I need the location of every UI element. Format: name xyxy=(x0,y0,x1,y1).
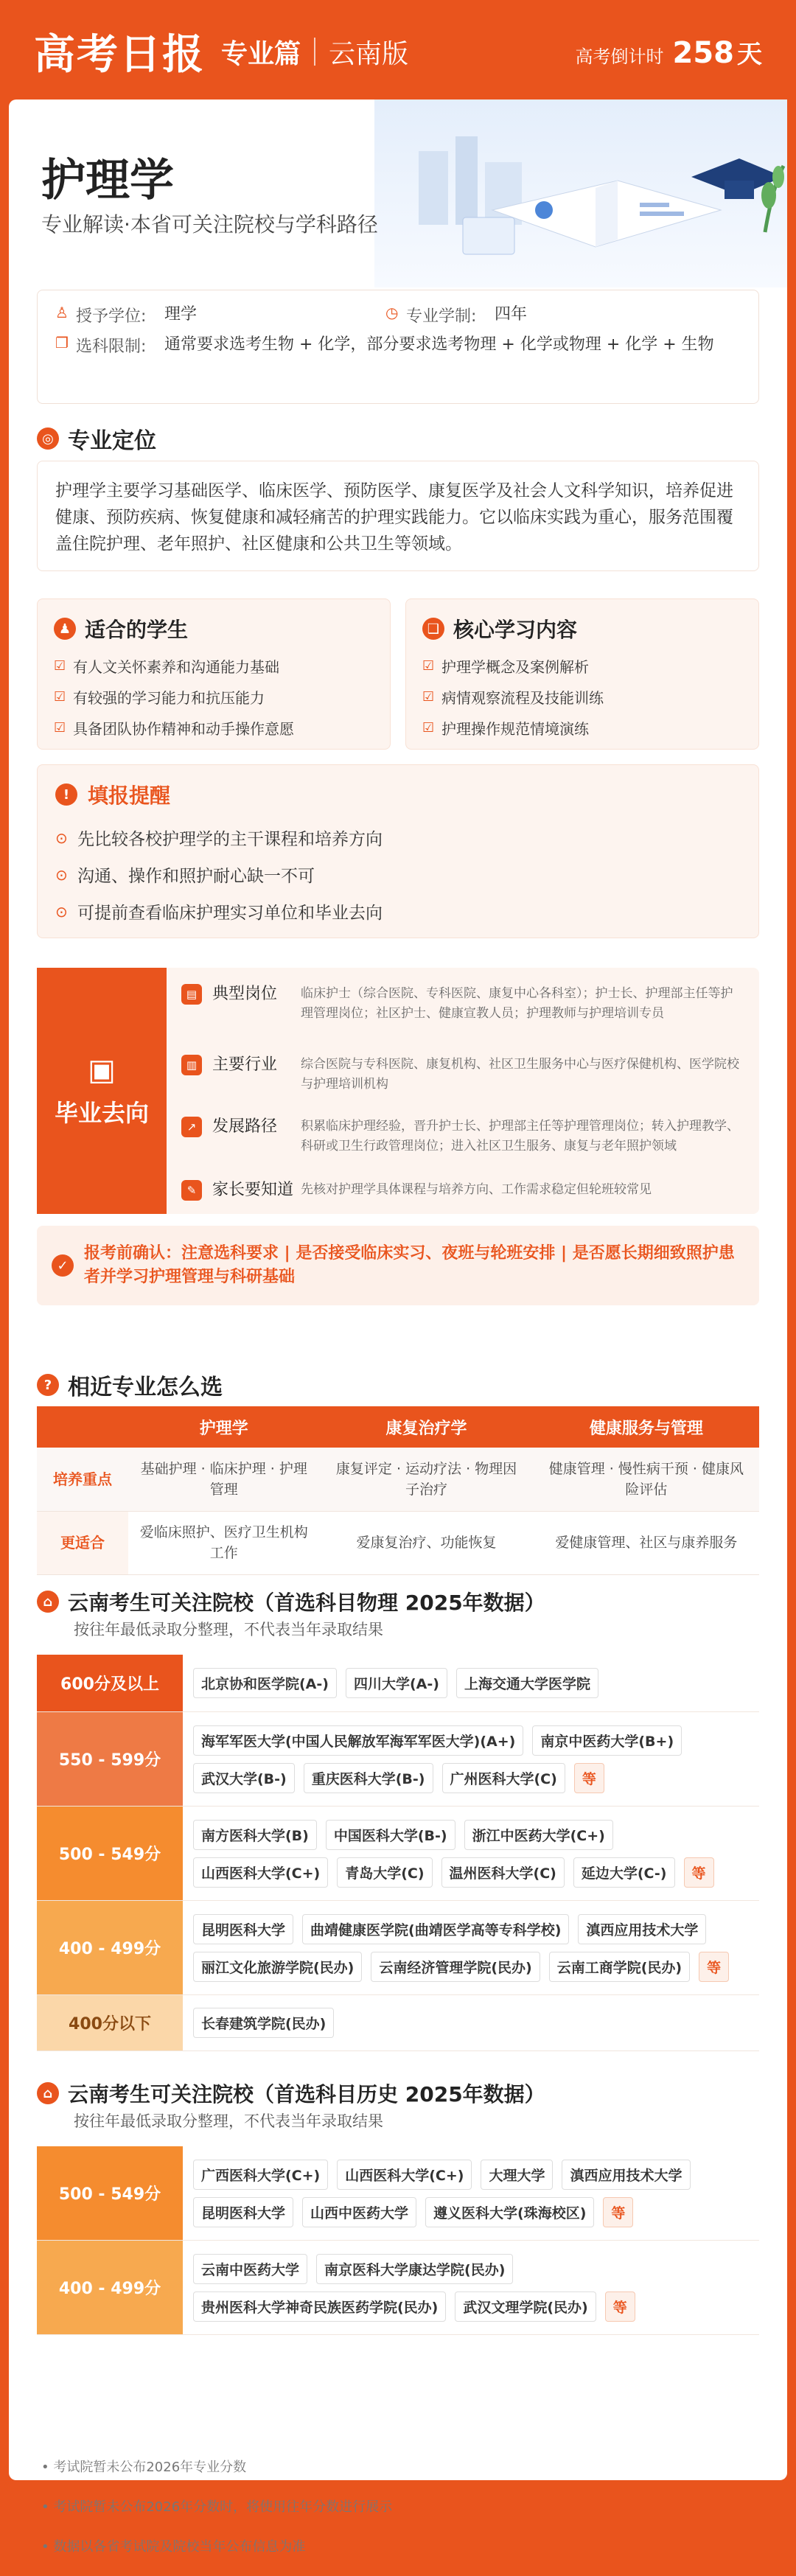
footnote: • 考试院暂未公布2026年分数时，将使用往年分数进行展示 xyxy=(41,2499,393,2515)
footnote: • 数据以各省考试院及院校当年公布信息为准 xyxy=(41,2539,306,2555)
check-icon: ☑ xyxy=(422,658,435,674)
score-range-label: 500 - 549分 xyxy=(37,1807,183,1900)
major-title: 护理学 xyxy=(41,155,174,206)
hero-banner xyxy=(9,100,787,287)
school-chip[interactable]: 云南经济管理学院(民办) xyxy=(371,1952,540,1982)
major-info-box xyxy=(37,290,759,404)
career-label: ▣ 毕业去向 xyxy=(37,968,167,1214)
school-chip[interactable]: 南京医科大学康达学院(民办) xyxy=(316,2254,513,2284)
school-chip[interactable]: 大理大学 xyxy=(481,2160,553,2190)
trend-icon: ↗ xyxy=(181,1117,202,1137)
compare-title: 相近专业怎么选 xyxy=(68,1375,223,1400)
school-chip[interactable]: 北京协和医学院(A-) xyxy=(193,1668,337,1698)
score-tier-row xyxy=(37,1655,759,1712)
ribbon-icon: ♙ xyxy=(55,304,69,321)
score-range-label: 550 - 599分 xyxy=(37,1712,183,1806)
list-item: ☑ 病情观察流程及技能训练 xyxy=(422,689,604,707)
school-chip-list xyxy=(183,1712,759,1806)
score-range-label: 400 - 499分 xyxy=(37,2241,183,2334)
more-schools-chip[interactable]: 等 xyxy=(574,1763,604,1793)
school-chip[interactable]: 昆明医科大学 xyxy=(193,1914,293,1944)
school-chip[interactable]: 南京中医药大学(B+) xyxy=(532,1725,682,1756)
check-icon: ☑ xyxy=(54,720,66,736)
suitable-students-box xyxy=(37,598,391,750)
score-range-label: 400 - 499分 xyxy=(37,1901,183,1994)
school-chip[interactable]: 广西医科大学(C+) xyxy=(193,2160,328,2190)
list-item: ⊙ 沟通、操作和照护耐心缺一不可 xyxy=(55,865,315,886)
score-range-label: 500 - 549分 xyxy=(37,2146,183,2240)
school-chip[interactable]: 云南工商学院(民办) xyxy=(549,1952,690,1982)
length-label: 专业学制: xyxy=(406,307,477,326)
wrench-icon: ✎ xyxy=(181,1180,202,1201)
check-icon: ☑ xyxy=(422,720,435,736)
book-icon: ❐ xyxy=(55,334,69,352)
degree-value: 理学 xyxy=(164,305,198,324)
content-card xyxy=(9,100,787,2555)
list-item: ☑ 护理学概念及案例解析 xyxy=(422,658,589,676)
history-note: 按往年最低录取分整理，不代表当年录取结果 xyxy=(74,2112,383,2130)
section-header xyxy=(37,1369,223,1401)
positioning-title: 专业定位 xyxy=(68,428,156,454)
alert-icon: ⊙ xyxy=(55,865,68,884)
school-chip[interactable]: 遵义医科大学(珠海校区) xyxy=(425,2197,594,2227)
more-schools-chip[interactable]: 等 xyxy=(605,2291,635,2322)
briefcase-icon: ▣ xyxy=(88,1053,116,1087)
limit-label: 选科限制: xyxy=(76,338,147,356)
suitable-title: 适合的学生 xyxy=(85,618,189,642)
school-chip[interactable]: 广州医科大学(C) xyxy=(442,1763,565,1793)
more-schools-chip[interactable]: 等 xyxy=(684,1857,714,1888)
id-card-icon: ▤ xyxy=(181,984,202,1005)
confirm-text: 报考前确认：注意选科要求 | 是否接受临床实习、夜班与轮班安排 | 是否愿长期细致照护患者并学习护理管理与科研基础 xyxy=(84,1244,735,1286)
career-row: ✎ 家长要知道 先核对护理学具体课程与培养方向、工作需求稳定但轮班较常见 xyxy=(181,1180,743,1201)
school-chip-list xyxy=(183,1807,759,1900)
school-chip-list xyxy=(183,1995,759,2050)
career-row: ↗ 发展路径 积累临床护理经验，晋升护士长、护理部主任等护理管理岗位；转入护理教学、科研或卫生行政管理岗位；进入社区卫生服务、康复与老年照护领域 xyxy=(181,1117,743,1156)
score-tier-row xyxy=(37,1807,759,1901)
section-header xyxy=(37,2078,545,2108)
school-chip[interactable]: 滇西应用技术大学 xyxy=(562,2160,690,2190)
more-schools-chip[interactable]: 等 xyxy=(699,1952,729,1982)
info-row xyxy=(55,334,741,357)
open-book-icon: ❑ xyxy=(422,618,444,640)
school-icon: ⌂ xyxy=(37,1591,59,1613)
school-chip[interactable]: 中国医科大学(B-) xyxy=(326,1820,455,1850)
newspaper-title: 高考日报 xyxy=(34,31,205,79)
school-chip[interactable]: 南方医科大学(B) xyxy=(193,1820,317,1850)
list-item: ☑ 有较强的学习能力和抗压能力 xyxy=(54,689,265,707)
physics-title: 云南考生可关注院校（首选科目物理 2025年数据） xyxy=(68,1591,545,1615)
header-divider xyxy=(314,38,315,66)
section-header xyxy=(37,422,156,455)
physics-note: 按往年最低录取分整理，不代表当年录取结果 xyxy=(74,1621,383,1638)
table-row: 培养重点 基础护理 · 临床护理 · 护理管理 康复评定 · 运动疗法 · 物理因子治疗 健康管理 · 慢性病干预 · 健康风险评估 xyxy=(37,1448,759,1511)
section-subtitle: 专业篇 xyxy=(221,38,301,69)
comparison-table xyxy=(37,1406,759,1575)
footnotes xyxy=(41,2457,392,2576)
edition-label: 云南版 xyxy=(329,38,409,69)
check-icon: ☑ xyxy=(422,689,435,705)
degree-label: 授予学位: xyxy=(76,307,147,326)
top-header xyxy=(0,0,796,103)
score-tier-row xyxy=(37,1901,759,1995)
school-chip[interactable]: 山西中医药大学 xyxy=(302,2197,416,2227)
history-title: 云南考生可关注院校（首选科目历史 2025年数据） xyxy=(68,2082,545,2106)
school-chip[interactable]: 浙江中医药大学(C+) xyxy=(464,1820,613,1850)
clock-icon: ◷ xyxy=(385,304,399,321)
more-schools-chip[interactable]: 等 xyxy=(603,2197,633,2227)
school-chip[interactable]: 四川大学(A-) xyxy=(346,1668,447,1698)
score-tier-row xyxy=(37,1995,759,2051)
book-illustration xyxy=(374,100,787,287)
core-title: 核心学习内容 xyxy=(453,618,578,642)
positioning-text: 护理学主要学习基础医学、临床医学、预防医学、康复医学及社会人文科学知识，培养促进健康、预防疾病、恢复健康和减轻痛苦的护理实践能力。它以临床实践为重心，服务范围覆盖住院护理、老年照护、社区健康和公共卫生等领域。 xyxy=(37,461,759,571)
school-chip[interactable]: 云南中医药大学 xyxy=(193,2254,307,2284)
school-chip[interactable]: 温州医科大学(C) xyxy=(441,1857,565,1888)
table-row: 更适合 爱临床照护、医疗卫生机构工作 爱康复治疗、功能恢复 爱健康管理、社区与康养服务 xyxy=(37,1511,759,1574)
footnote: • 考试院暂未公布2026年专业分数 xyxy=(41,2460,247,2475)
school-chip[interactable]: 延边大学(C-) xyxy=(573,1857,675,1888)
school-chip-list xyxy=(183,2146,759,2240)
list-item: ☑ 具备团队协作精神和动手操作意愿 xyxy=(54,720,294,738)
reminder-title: 填报提醒 xyxy=(88,783,171,808)
core-learning-box xyxy=(405,598,759,750)
alert-icon: ⊙ xyxy=(55,902,68,921)
compass-icon: ◎ xyxy=(37,427,59,450)
school-chip-list xyxy=(183,2241,759,2334)
limit-value: 通常要求选考生物 + 化学，部分要求选考物理 + 化学或物理 + 化学 + 生物 xyxy=(164,335,714,354)
score-tier-row xyxy=(37,1712,759,1807)
section-header xyxy=(55,780,741,809)
career-row: ▤ 典型岗位 临床护士（综合医院、专科医院、康复中心各科室）；护士长、护理部主任等护理管理岗位；社区护士、健康宣教人员；护理教师与护理培训专员 xyxy=(181,984,743,1024)
info-row xyxy=(55,304,741,327)
section-header xyxy=(422,614,742,643)
alert-icon: ⊙ xyxy=(55,828,68,847)
length-value: 四年 xyxy=(495,305,528,324)
school-chip[interactable]: 长春建筑学院(民办) xyxy=(193,2008,334,2038)
school-chip[interactable]: 贵州医科大学神奇民族医药学院(民办) xyxy=(193,2291,446,2322)
school-chip[interactable]: 昆明医科大学 xyxy=(193,2197,293,2227)
school-chip-list xyxy=(183,1655,759,1711)
confirm-banner xyxy=(37,1226,759,1305)
school-chip[interactable]: 曲靖健康医学院(曲靖医学高等专科学校) xyxy=(302,1914,569,1944)
list-item: ☑ 护理操作规范情境演练 xyxy=(422,720,589,738)
school-icon: ⌂ xyxy=(37,2082,59,2104)
school-chip[interactable]: 山西医科大学(C+) xyxy=(337,2160,472,2190)
countdown-label: 高考倒计时 xyxy=(575,46,664,67)
score-range-label: 400分以下 xyxy=(37,1995,183,2050)
score-tier-row xyxy=(37,2241,759,2335)
section-header xyxy=(37,1587,545,1616)
countdown xyxy=(576,34,763,70)
check-icon: ☑ xyxy=(54,658,66,674)
check-circle-icon: ✓ xyxy=(52,1254,74,1277)
score-range-label: 600分及以上 xyxy=(37,1655,183,1711)
career-box xyxy=(37,968,759,1214)
list-item: ☑ 有人文关怀素养和沟通能力基础 xyxy=(54,658,279,676)
school-chip[interactable]: 武汉大学(B-) xyxy=(193,1763,295,1793)
career-row: ▥ 主要行业 综合医院与专科医院、康复机构、社区卫生服务中心与医疗保健机构、医学院校与护理培训机构 xyxy=(181,1055,743,1095)
school-chip[interactable]: 上海交通大学医学院 xyxy=(456,1668,598,1698)
major-subtitle: 专业解读·本省可关注院校与学科路径 xyxy=(41,212,378,237)
school-chip[interactable]: 重庆医科大学(B-) xyxy=(304,1763,433,1793)
warning-icon: ! xyxy=(55,783,77,806)
school-chip[interactable]: 丽江文化旅游学院(民办) xyxy=(193,1952,362,1982)
list-item: ⊙ 可提前查看临床护理实习单位和毕业去向 xyxy=(55,902,383,923)
check-icon: ☑ xyxy=(54,689,66,705)
building-icon: ▥ xyxy=(181,1055,202,1075)
school-chip[interactable]: 青岛大学(C) xyxy=(337,1857,432,1888)
section-header xyxy=(54,614,374,643)
countdown-unit: 天 xyxy=(737,39,762,69)
reminder-box xyxy=(37,764,759,938)
list-item: ⊙ 先比较各校护理学的主干课程和培养方向 xyxy=(55,828,383,849)
school-chip[interactable]: 武汉文理学院(民办) xyxy=(455,2291,596,2322)
school-chip[interactable]: 山西医科大学(C+) xyxy=(193,1857,328,1888)
school-chip[interactable]: 海军军医大学(中国人民解放军海军军医大学)(A+) xyxy=(193,1725,523,1756)
school-chip[interactable]: 滇西应用技术大学 xyxy=(578,1914,706,1944)
person-icon: ♟ xyxy=(54,618,76,640)
countdown-number: 258 xyxy=(672,35,734,70)
question-icon: ? xyxy=(37,1374,59,1396)
table-header-row: 护理学 康复治疗学 健康服务与管理 xyxy=(37,1406,759,1448)
school-chip-list xyxy=(183,1901,759,1994)
score-tier-row xyxy=(37,2146,759,2241)
